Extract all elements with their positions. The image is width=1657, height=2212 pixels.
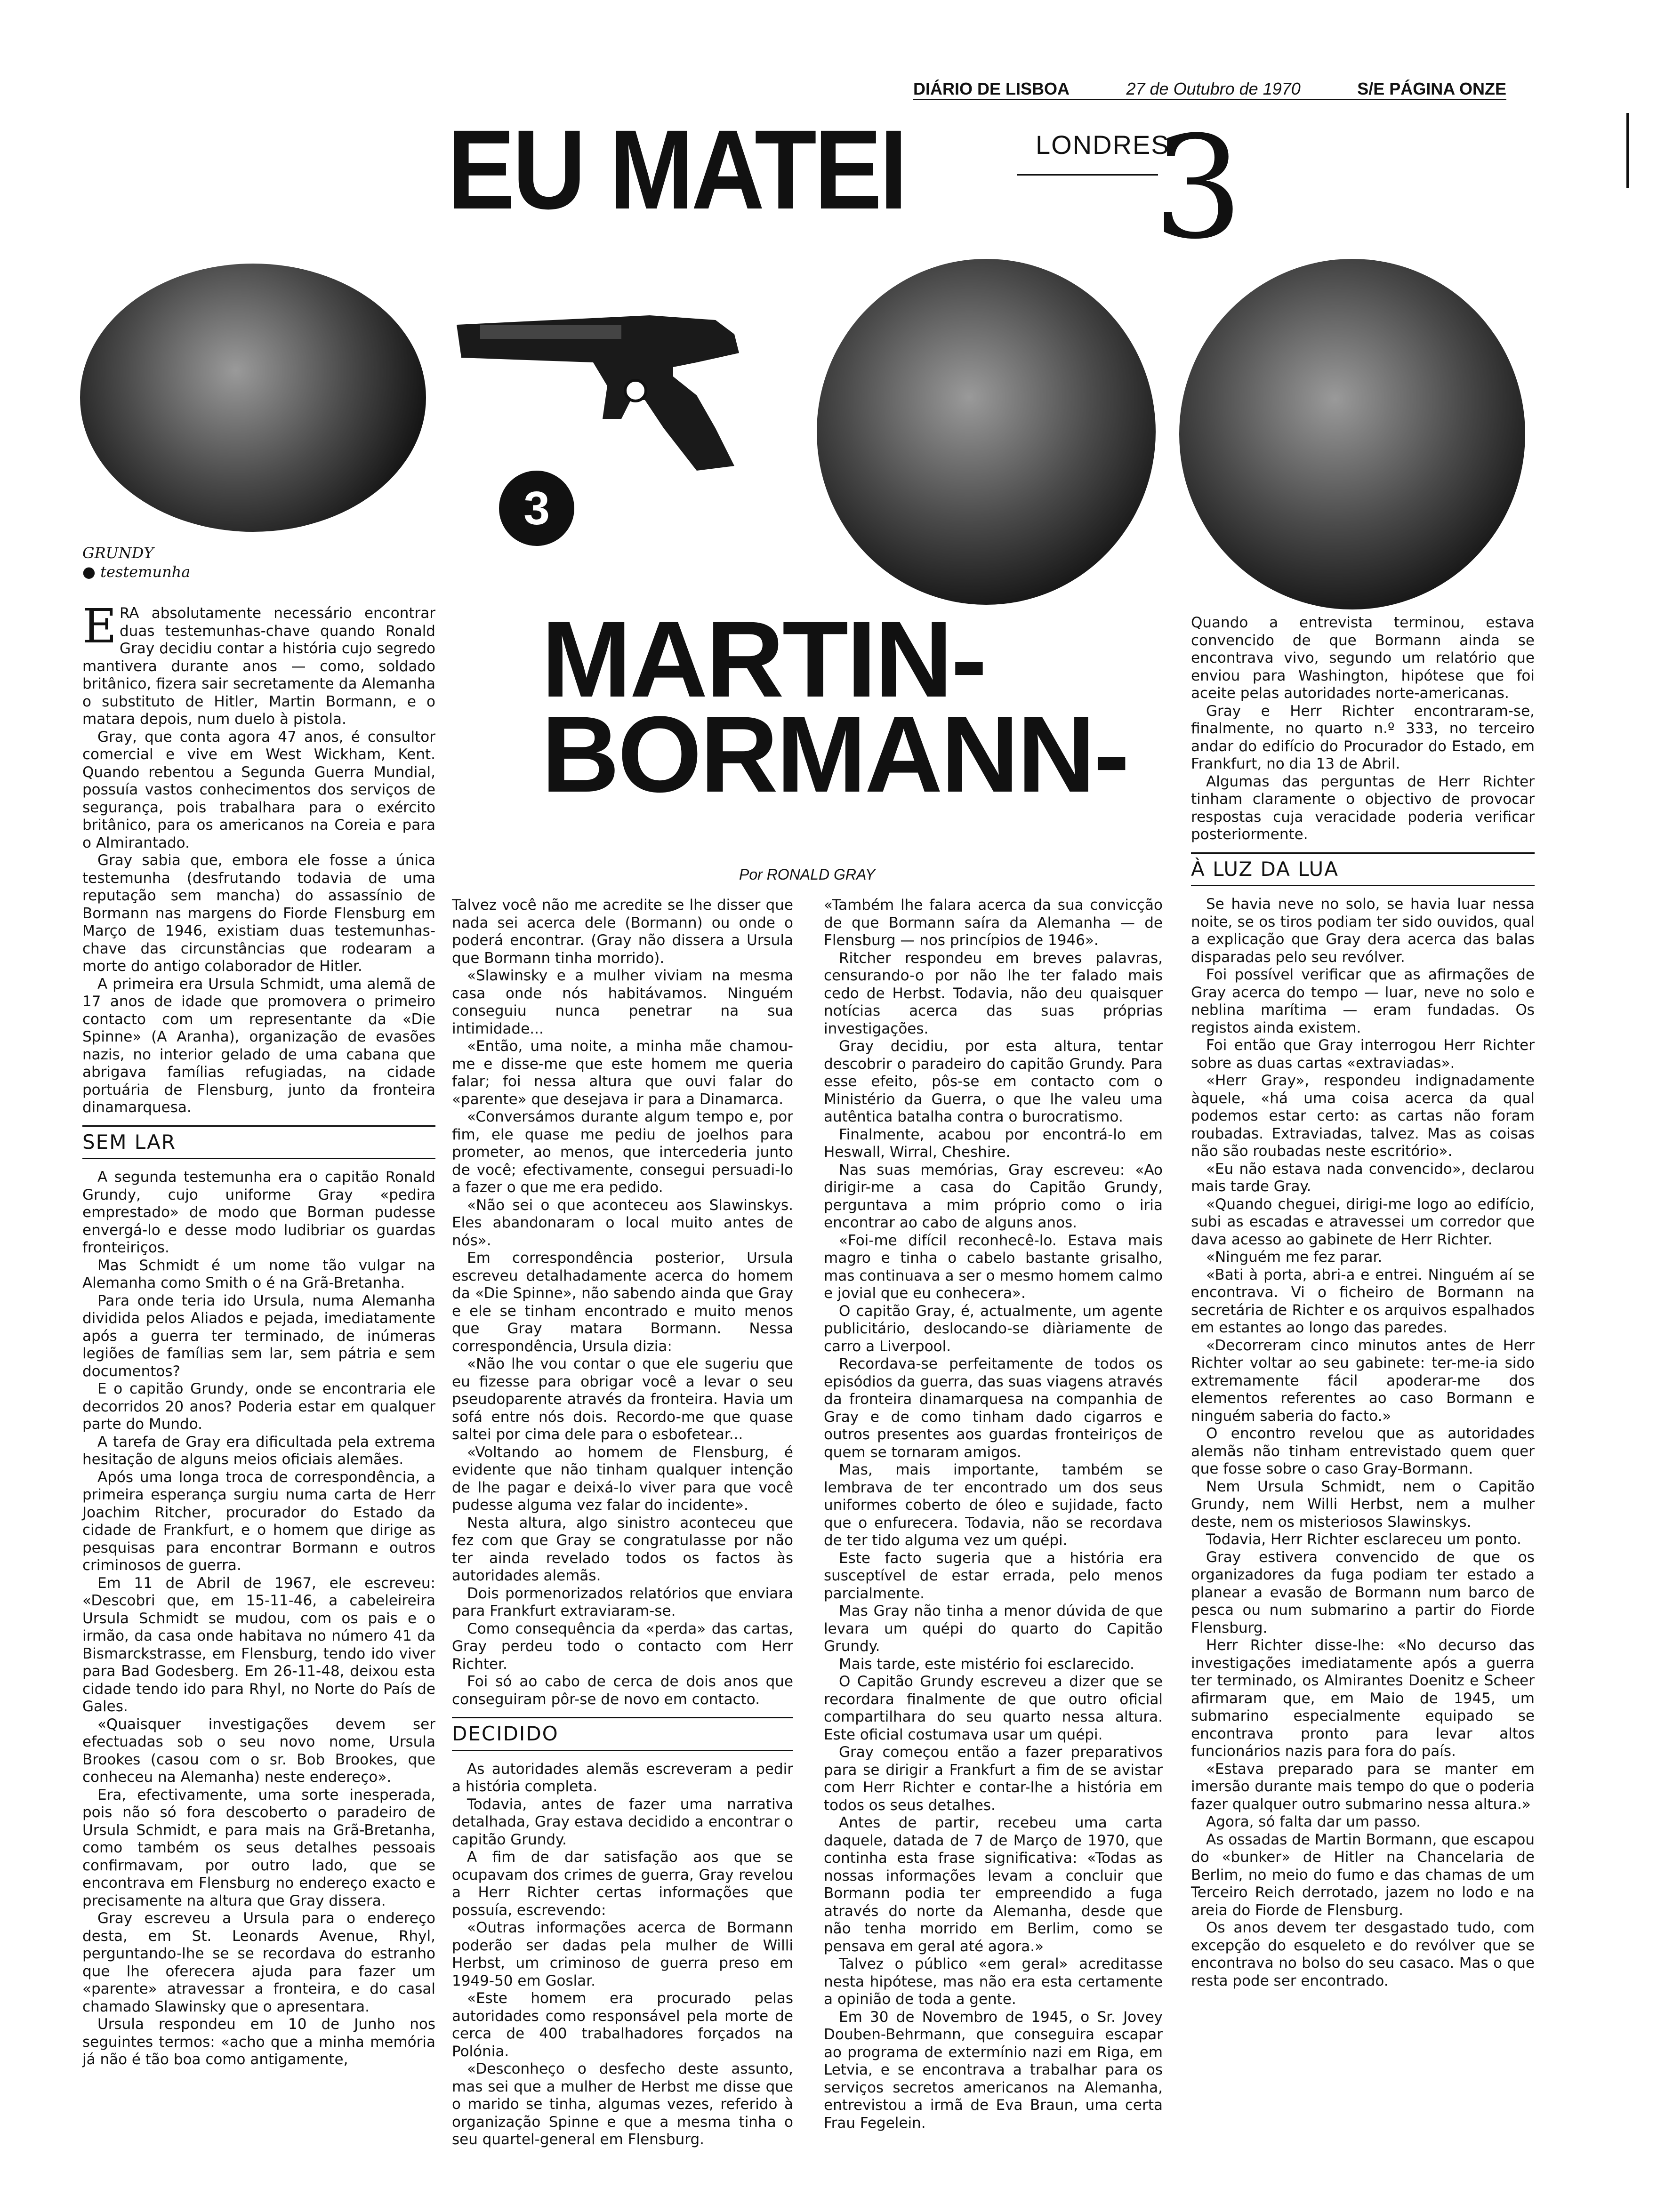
paragraph: Nesta altura, algo sinistro aconteceu que fez com que Gray se congratulasse por não ter ainda revelado todos os factos às autoridades alemãs. [452,1514,793,1584]
paragraph: Todavia, antes de fazer uma narrativa detalhada, Gray estava decidido a encontrar o capitão Grundy. [452,1795,793,1848]
paragraph: Era, efectivamente, uma sorte inesperada, pois não só fora descoberto o paradeiro de Ursula Schmidt, e para mais na Grã-Bretanha, como também os seus detalhes pessoais confirmavam, por outro lado, que se encontrava em Flensburg no endereço exacto e precisamente na altura que Gray dissera. [82,1786,435,1909]
newspaper-name: DIÁRIO DE LISBOA [913,79,1070,98]
paragraph: Mas, mais importante, também se lembrava de ter encontrado um dos seus uniformes coberto de óleo e sujidade, facto que o enfurecera. Todavia, não se recordava de ter tido alguma vez um quépi. [824,1461,1163,1549]
paragraph: Finalmente, acabou por encontrá-lo em Heswall, Wirral, Cheshire. [824,1126,1163,1161]
paragraph: «Quaisquer investigações devem ser efectuadas sob o seu novo nome, Ursula Brookes (casou com o sr. Bob Brookes, que conheceu na Alemanha) neste endereço». [82,1715,435,1786]
paragraph: «Foi-me difícil reconhecê-lo. Estava mais magro e tinha o cabelo bastante grisalho, mas continuava a ser o mesmo homem calmo e jovial que eu conhecera». [824,1232,1163,1302]
paragraph: E o capitão Grundy, onde se encontraria ele decorridos 20 anos? Poderia estar em qualquer parte do Mundo. [82,1380,435,1433]
paragraph: O Capitão Grundy escreveu a dizer que se recordara finalmente de que outro oficial compartilhara do seu quarto nessa altura. Este oficial costumava usar um quépi. [824,1673,1163,1743]
paragraph: Nas suas memórias, Gray escreveu: «Ao dirigir-me a casa do Capitão Grundy, perguntava a mim próprio como o iria encontrar ao cabo de alguns anos. [824,1161,1163,1231]
paragraph: As autoridades alemãs escreveram a pedir a história completa. [452,1760,793,1795]
paragraph: Para onde teria ido Ursula, numa Alemanha dividida pelos Aliados e pejada, imediatamente após a guerra ter terminado, de inúmeras legiões de famílias sem lar, sem pátria e sem documentos? [82,1292,435,1380]
page-number: S/E PÁGINA ONZE [1357,79,1506,98]
paragraph: «Não lhe vou contar o que ele sugeriu que eu fizesse para obrigar você a levar o seu pseudoparente através da fronteira. Havia um sofá entre nós dois. Recordo-me que quase saltei por cima dele para o esbofetear... [452,1355,793,1443]
paragraph: «Desconheço o desfecho deste assunto, mas sei que a mulher de Herbst me disse que o marido se tinha, algumas vezes, referido à organização Spinne e que a mesma tinha o seu quartel-general em Flensburg. [452,2060,793,2148]
drop-cap: E [82,599,117,654]
issue-date: 27 de Outubro de 1970 [1126,79,1301,98]
paragraph: Gray estivera convencido de que os organizadores da fuga podiam ter estado a planear a evasão de Bormann num barco de pesca ou num submarino a partir do Fiorde Flensburg. [1191,1548,1535,1636]
paragraph: Gray escreveu a Ursula para o endereço desta, em St. Leonards Avenue, Rhyl, perguntando-lhe se se recordava do estranho que lhe oferecera ajuda para fazer um «parente» atravessar a fronteira, e do casal chamado Slawinsky que o apresentara. [82,1910,435,2015]
paragraph: Herr Richter disse-lhe: «No decurso das investigações imediatamente após a guerra ter terminado, os Almirantes Doenitz e Scheer afirmaram que, em Maio de 1945, um submarino especialmente equipado se encontrava pronto para levar altos funcionários nazis para fora do país. [1191,1637,1535,1760]
paragraph: Gray sabia que, embora ele fosse a única testemunha (desfrutando todavia de uma reputação sem mancha) do assassínio de Bormann nas margens do Fiorde Flensburg em Março de 1946, existiam duas testemunhas-chave das circunstâncias que rodearam a morte do antigo colaborador de Hitler. [82,852,435,975]
paragraph: Foi então que Gray interrogou Herr Richter sobre as duas cartas «extraviadas». [1191,1037,1535,1072]
caption-role: ● testemunha [82,563,191,581]
paragraph: «Herr Gray», respondeu indignadamente àquele, «há uma coisa acerca da qual podemos estar certo: as cartas não foram roubadas. Extraviadas, talvez. Mas as coisas não são roubadas neste escritório». [1191,1072,1535,1160]
paragraph: Agora, só falta dar um passo. [1206,1813,1421,1831]
paragraph [82,599,435,729]
paragraph: A segunda testemunha era o capitão Ronald Grundy, cujo uniforme Gray «pedira emprestado» de modo que Borman pudesse envergá-lo e desse modo ludibriar os guardas fronteiriços. [82,1169,435,1257]
paragraph: Antes de partir, recebeu uma carta daquele, datada de 7 de Março de 1970, que continha esta frase significativa: «Todas as nossas informações levam a concluir que Bormann podia ter empreendido a fuga através do norte da Alemanha, desde que não tenha morrido em Berlim, como se pensava em geral até agora.» [824,1814,1163,1955]
caption-name: GRUNDY [82,544,154,562]
paragraph: Em 11 de Abril de 1967, ele escreveu: «Descobri que, em 15-11-46, a cabeleireira Ursula Schmidt se mudou, com os pais e o irmão, da casa onde habitava no número 41 da Bismarckstrasse, em Flensburg, tendo ido viver para Bad Godesberg. Em 26-11-48, deixou esta cidade tendo ido para Rhyl, no Norte do País de Gales. [82,1574,435,1715]
paragraph: «Este homem era procurado pelas autoridades como responsável pela morte de cerca de 400 trabalhadores forçados na Polónia. [452,1990,793,2060]
paragraph: Gray começou então a fazer preparativos para se dirigir a Frankfurt a fim de se avistar com Herr Richter e contar-lhe a história em todos os seus detalhes. [824,1744,1163,1814]
section-heading: SEM LAR [82,1125,435,1160]
paragraph: «Então, uma noite, a minha mãe chamou-me e disse-me que este homem me queria falar; foi nessa altura que ouvi falar do «parente» que desejava ir para a Dinamarca. [452,1038,793,1108]
paragraph: «Quando cheguei, dirigi-me logo ao edifício, subi as escadas e atravessei um corredor que dava acesso ao gabinete de Herr Richter. [1191,1195,1535,1248]
paragraph: Como consequência da «perda» das cartas, Gray perdeu todo o contacto com Herr Richter. [452,1620,793,1673]
paragraph: «Decorreram cinco minutos antes de Herr Richter voltar ao seu gabinete: ter-me-ia sido extremamente fácil apoderar-me dos elementos referentes ao caso Bormann e ninguém saberia do facto.» [1191,1337,1535,1425]
paragraph: Ritcher respondeu em breves palavras, censurando-o por não lhe ter falado mais cedo de Herbst. Todavia, não deu quaisquer notícias acerca das suas próprias investigações. [824,949,1163,1037]
paragraph: «Outras informações acerca de Bormann poderão ser dadas pela mulher de Willi Herbst, um criminoso de guerra preso em 1949-50 em Goslar. [452,1919,793,1989]
paragraph-text: RA absolutamente necessário encontrar duas testemunhas-chave quando Ronald Gray decidiu contar a história cujo segredo mantivera durante anos — como, soldado britânico, fizera sair secretamente da Alemanha o substituto de Hitler, Martin Bormann, e o matara depois, num duelo à pistola. [82,605,435,728]
paragraph: A primeira era Ursula Schmidt, uma alemã de 17 anos de idade que promovera o primeiro contacto com um representante da «Die Spinne» (A Aranha), organização de evasões nazis, no interior gelado de uma cabana que abrigava famílias refugiadas, na cidade portuária de Flensburg, junto da fronteira dinamarquesa. [82,975,435,1116]
paragraph: «Estava preparado para se manter em imersão durante mais tempo do que o poderia fazer qualquer outro submarino nessa altura.» [1191,1760,1535,1813]
paragraph: «Não sei o que aconteceu aos Slawinskys. Eles abandonaram o local muito antes de nós». [452,1196,793,1249]
paragraph: Os anos devem ter desgastado tudo, com excepção do esqueleto e do revólver que se encontrava no bolso do seu casaco. Mas o que resta pode ser encontrado. [1191,1919,1535,1989]
paragraph: Nem Ursula Schmidt, nem o Capitão Grundy, nem Willi Herbst, nem a mulher deste, nem os misteriosos Slawinskys. [1191,1478,1535,1531]
paragraph: Talvez o público «em geral» acreditasse nesta hipótese, mas não era esta certamente a opinião de toda a gente. [824,1956,1163,2008]
main-title: EU MATEI [447,106,905,232]
city-label: LONDRES [1036,130,1170,160]
paragraph: Talvez você não me acredite se lhe disser que nada sei acerca dele (Bormann) ou onde o poderá encontrar. (Gray não dissera a Ursula que Bormann tinha morrido). [452,897,793,967]
paragraph: O capitão Gray, é, actualmente, um agente publicitário, deslocando-se diàriamente de carro a Liverpool. [824,1302,1163,1355]
gray-photo [817,259,1156,605]
paragraph: A tarefa de Gray era dificultada pela extrema hesitação de alguns meios oficiais alemães. [82,1433,435,1468]
paragraph: Gray decidiu, por esta altura, tentar descobrir o paradeiro do capitão Grundy. Para esse efeito, pôs-se em contacto com o Ministério da Guerra, o que lhe valeu uma autêntica batalha contra o burocratismo. [824,1038,1163,1125]
paragraph: Em 30 de Novembro de 1945, o Sr. Jovey Douben-Behrmann, que conseguira escapar ao programa de extermínio nazi em Riga, em Letvia, e se encontrava a trabalhar para os serviços secretos americanos na Alemanha, entrevistou a irmã de Eva Braun, uma certa Frau Fegelein. [824,2008,1163,2132]
paragraph: Quando a entrevista terminou, estava convencido de que Bormann ainda se encontrava vivo, segundo um relatório que enviou para Washington, hipótese que foi aceite pelas autoridades norte-americanas. [1191,614,1535,702]
headline [541,599,1128,815]
paragraph: As ossadas de Martin Bormann, que escapou do «bunker» de Hitler na Chancelaria de Berlim, no meio do fumo e das chamas de um Terceiro Reich derrotado, jazem no lodo e na areia do Fiorde de Flensburg. [1191,1831,1535,1919]
paragraph: Mas Gray não tinha a menor dúvida de que levara um quépi do quarto do Capitão Grundy. [824,1603,1163,1655]
paragraph: «Também lhe falara acerca da sua convicção de que Bormann saíra da Alemanha — de Flensburg — nos princípios de 1946». [824,897,1163,949]
paragraph: Dois pormenorizados relatórios que enviara para Frankfurt extraviaram-se. [452,1585,793,1619]
paragraph: Se havia neve no solo, se havia luar nessa noite, se os tiros podiam ter sido ouvidos, qual a explicação que Gray dera acerca das balas disparadas pelo seu revólver. [1191,896,1535,966]
byline: Por RONALD GRAY [739,866,876,883]
article-column-3 [824,897,1163,2132]
paragraph: «Voltando ao homem de Flensburg, é evidente que não tinham qualquer intenção de lhe pagar e deixá-lo viver para que você pudesse alguma vez falar do incidente». [452,1443,793,1514]
episode-number-badge: 3 [499,471,574,546]
paragraph: «Bati à porta, abri-a e entrei. Ninguém aí se encontrava. Vi o ficheiro de Bormann na secretária de Richter e os arquivos espalhados em estantes ao longo das paredes. [1191,1266,1535,1337]
article-column-1 [82,599,435,2069]
pistol-image [452,306,781,475]
paragraph: Foi possível verificar que as afirmações de Gray acerca do tempo — luar, neve no solo e neblina marítima — eram fundadas. Os registos ainda existem. [1191,966,1535,1036]
paragraph: Algumas das perguntas de Herr Richter tinham claramente o objectivo de provocar respostas cuja veracidade poderia verificar posteriormente. [1191,773,1535,843]
article-column-4 [1191,614,1535,1990]
paragraph: Mas Schmidt é um nome tão vulgar na Alemanha como Smith o é na Grã-Bretanha. [82,1257,435,1292]
paragraph: Gray e Herr Richter encontraram-se, finalmente, no quarto n.º 333, no terceiro andar do edifício do Procurador do Estado, em Frankfurt, no dia 13 de Abril. [1191,702,1535,772]
headline-line2: BORMANN- [541,694,1128,815]
margin-rule [1626,113,1629,188]
photo-caption [82,544,190,581]
series-number: 3 [1153,106,1243,270]
paragraph: «Eu não estava nada convencido», declarou mais tarde Gray. [1191,1160,1535,1195]
paragraph: Recordava-se perfeitamente de todos os episódios da guerra, das suas viagens através da fronteira dinamarquesa na companhia de Gray e de como tinham dado cigarros e outros presentes aos guardas fronteiriços de quem se tornaram amigos. [824,1355,1163,1461]
headline-line1: MARTIN- [541,599,985,720]
section-heading: À LUZ DA LUA [1191,852,1535,887]
paragraph: Mais tarde, este mistério foi esclarecido. [839,1655,1134,1673]
bormann-photo [1179,259,1525,609]
section-heading: DECIDIDO [452,1717,793,1751]
paragraph: Este facto sugeria que a história era susceptível de estar errada, pelo menos parcialmente. [824,1549,1163,1602]
page-header [913,71,1506,100]
paragraph: Gray, que conta agora 47 anos, é consultor comercial e vive em West Wickham, Kent. Quando rebentou a Segunda Guerra Mundial, possuía vastos conhecimentos dos serviços de segurança, pois trabalhara para o exército britânico, para os americanos na Coreia e para o Almirantado. [82,728,435,851]
paragraph: Ursula respondeu em 10 de Junho nos seguintes termos: «acho que a minha memória já não é tão boa como antigamente, [82,2016,435,2068]
paragraph: Foi só ao cabo de cerca de dois anos que conseguiram pôr-se de novo em contacto. [452,1673,793,1708]
paragraph: A fim de dar satisfação aos que se ocupavam dos crimes de guerra, Gray revelou a Herr Richter certas informações que possuía, escrevendo: [452,1849,793,1919]
paragraph: Em correspondência posterior, Ursula escreveu detalhadamente acerca do homem da «Die Spinne», não sabendo ainda que Gray e ele se tinham encontrado e muito menos que Gray matara Bormann. Nessa correspondência, Ursula dizia: [452,1250,793,1355]
city-underline [1017,174,1158,176]
paragraph: «Conversámos durante algum tempo e, por fim, ele quase me pediu de joelhos para prometer, ao menos, que intercederia junto de você; efectivamente, consegui persuadi-lo a fazer o que me era pedido. [452,1108,793,1196]
paragraph: Todavia, Herr Richter esclareceu um ponto. [1206,1531,1521,1548]
paragraph: «Ninguém me fez parar. [1206,1249,1383,1266]
article-column-2 [452,897,793,2149]
paragraph: Após uma longa troca de correspondência, a primeira esperança surgiu numa carta de Herr Joachim Ritcher, procurador do Estado da cidade de Frankfurt, e o homem que dirige as pesquisas para encontrar Bormann e outros criminosos de guerra. [82,1468,435,1574]
paragraph: O encontro revelou que as autoridades alemãs não tinham entrevistado quem quer que fosse sobre o caso Gray-Bormann. [1191,1425,1535,1478]
grundy-photo [80,264,426,532]
paragraph: «Slawinsky e a mulher viviam na mesma casa onde nós habitávamos. Ninguém conseguiu nunca penetrar na sua intimidade... [452,967,793,1037]
